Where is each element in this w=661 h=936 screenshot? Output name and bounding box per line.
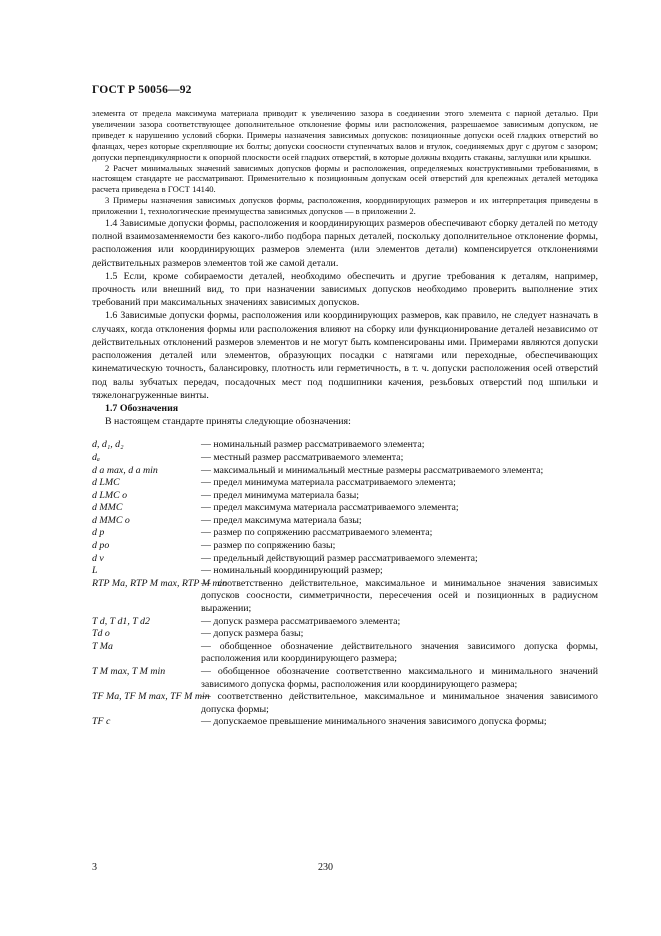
definition-symbol: d LMC: [92, 477, 120, 489]
definition-text: — предельный действующий размер рассматриваемого элемента;: [201, 552, 478, 564]
definition-symbol: d a max, d a min: [92, 464, 158, 476]
definition-row: [92, 716, 598, 729]
note-paragraph: элемента от предела максимума материала приводит к увеличению зазора в соединении этого элемента с парной деталью. При увеличении зазора соответствующее дополнительное отклонение формы или расположения, разрешаемое зависимым допуском, не приведет к нарушению условий сборки. Примеры назначения зависимых допусков: позиционные допуски осей гладких отверстий во фланцах, через которые скрепляющие их болты; допуски соосности ступенчатых валов и втулок, соединяемых друг с другом с зазором; допуски перпендикулярности к опорной плоскости осей гладких отверстий, в которые должны входить стаканы, заглушки или крышки.: [92, 108, 598, 162]
definition-text: — размер по сопряжению рассматриваемого элемента;: [201, 527, 433, 539]
document-body: [92, 108, 598, 729]
section-intro: В настоящем стандарте приняты следующие обозначения:: [105, 416, 351, 428]
definition-symbol: TF Ma, TF M max, TF M min: [92, 691, 210, 703]
definition-row: [92, 616, 598, 629]
clause-1-5: 1.5 Если, кроме собираемости деталей, необходимо обеспечить и другие требования к деталям, например, прочность или внешний вид, то при назначении зависимых допусков необходимо проверить выполнение этих требований при максимальных значениях зависимых допусков.: [92, 270, 598, 309]
definitions-list: [92, 439, 598, 729]
definition-symbol: L: [92, 565, 98, 577]
definition-row: [92, 465, 598, 478]
definition-row: [92, 452, 598, 465]
definition-text: — допускаемое превышение минимального значения зависимого допуска формы;: [201, 716, 547, 728]
page-number-center: 230: [318, 862, 333, 873]
definition-symbol: d v: [92, 552, 104, 564]
definition-symbol: dₐ: [92, 451, 100, 463]
definition-row: [92, 628, 598, 641]
definition-row: [92, 490, 598, 503]
definition-text: — допуск размера базы;: [201, 628, 304, 640]
definition-row: [92, 502, 598, 515]
definition-row: [92, 641, 598, 666]
definition-row: [92, 553, 598, 566]
clause-1-6: 1.6 Зависимые допуски формы, расположения или координирующих размеров, как правило, не следует назначать в случаях, когда отклонения формы или расположения влияют на сборку или функционирование деталей независимо от действительных отклонений размеров элементов и не могут быть компенсированы ими. Примерами являются допуски расположения деталей или элементов, образующих посадки с натягами или переходные, обеспечивающих кинематическую точность, балансировку, плотность или герметичность, в т. ч. допуски расположения осей отверстий под валы зубчатых передач, посадочных мест под подшипники качения, резьбовых отверстий под шпильки и тяжелонагруженные винты.: [92, 310, 598, 401]
definition-row: [92, 439, 598, 452]
definition-row: [92, 527, 598, 540]
definition-symbol: d MMC o: [92, 514, 130, 526]
definition-text: — номинальный координирующий размер;: [201, 565, 383, 577]
definition-row: [92, 578, 598, 616]
definition-row: [92, 477, 598, 490]
definition-symbol: d p: [92, 527, 105, 539]
definition-text: — допуск размера рассматриваемого элемента;: [201, 615, 401, 627]
definition-symbol: d MMC: [92, 502, 123, 514]
definition-symbol: d, d₁, d₂: [92, 439, 124, 451]
definition-text: — обобщенное обозначение действительного значения зависимого допуска формы, расположения или координирующего размера;: [201, 640, 598, 665]
definition-symbol: T d, T d1, T d2: [92, 615, 150, 627]
definition-symbol: TF c: [92, 716, 111, 728]
definition-row: [92, 666, 598, 691]
definition-text: — предел максимума материала базы;: [201, 514, 362, 526]
definition-text: — максимальный и минимальный местные размеры рассматриваемого элемента;: [201, 464, 544, 476]
definition-row: [92, 565, 598, 578]
definition-text: — местный размер рассматриваемого элемента;: [201, 451, 404, 463]
definition-symbol: d LMC o: [92, 489, 128, 501]
definition-text: — предел минимума материала рассматриваемого элемента;: [201, 477, 456, 489]
definition-symbol: Td o: [92, 628, 110, 640]
definition-symbol: RTP Ma, RTP M max, RTP M min: [92, 577, 228, 589]
clause-1-4: 1.4 Зависимые допуски формы, расположения и координирующих размеров обеспечивают сборку деталей по методу полной взаимозаменяемости без какого-либо подбора парных деталей, поскольку дополнительное отклонение формы, расположения или координирующих размеров элемента (или элементов детали) компенсируется отклонениями действительных размеров элементов той же самой детали.: [92, 218, 598, 269]
definition-text: — обобщенное обозначение соответственно максимального и минимального значений зависимого допуска формы, расположения или координирующего размера;: [201, 666, 598, 690]
definition-text: — номинальный размер рассматриваемого элемента;: [201, 439, 425, 451]
definition-text: — предел минимума материала базы;: [201, 489, 359, 501]
definition-symbol: T Ma: [92, 640, 113, 652]
definition-symbol: T M max, T M min: [92, 666, 166, 677]
definition-text: — соответственно действительное, максимальное и минимальное значения зависимого допуска формы;: [201, 691, 598, 715]
definition-row: [92, 691, 598, 716]
page-header-standard: ГОСТ Р 50056—92: [92, 84, 192, 96]
definition-text: — размер по сопряжению базы;: [201, 540, 336, 552]
definition-symbol: d po: [92, 540, 110, 552]
note-paragraph: 2 Расчет минимальных значений зависимых допусков формы и расположения, определяемых конструктивными требованиями, в настоящем стандарте не рассматривают. Применительно к позиционным допускам осей отверстий для крепежных деталей методика расчета приведена в ГОСТ 14140.: [92, 162, 598, 195]
definition-row: [92, 515, 598, 528]
definition-text: — соответственно действительное, максимальное и минимальное значения зависимых допусков соосности, симметричности, пересечения осей и позиционных в радиусном выражении;: [201, 577, 598, 615]
note-paragraph: 3 Примеры назначения зависимых допусков формы, расположения, координирующих размеров и их интерпретация приведены в приложении 1, технологические преимущества зависимых допусков — в приложении 2.: [92, 195, 598, 217]
section-title: 1.7 Обозначения: [105, 402, 179, 414]
definition-text: — предел максимума материала рассматриваемого элемента;: [201, 502, 459, 514]
definition-row: [92, 540, 598, 553]
page-number-left: 3: [92, 862, 97, 873]
